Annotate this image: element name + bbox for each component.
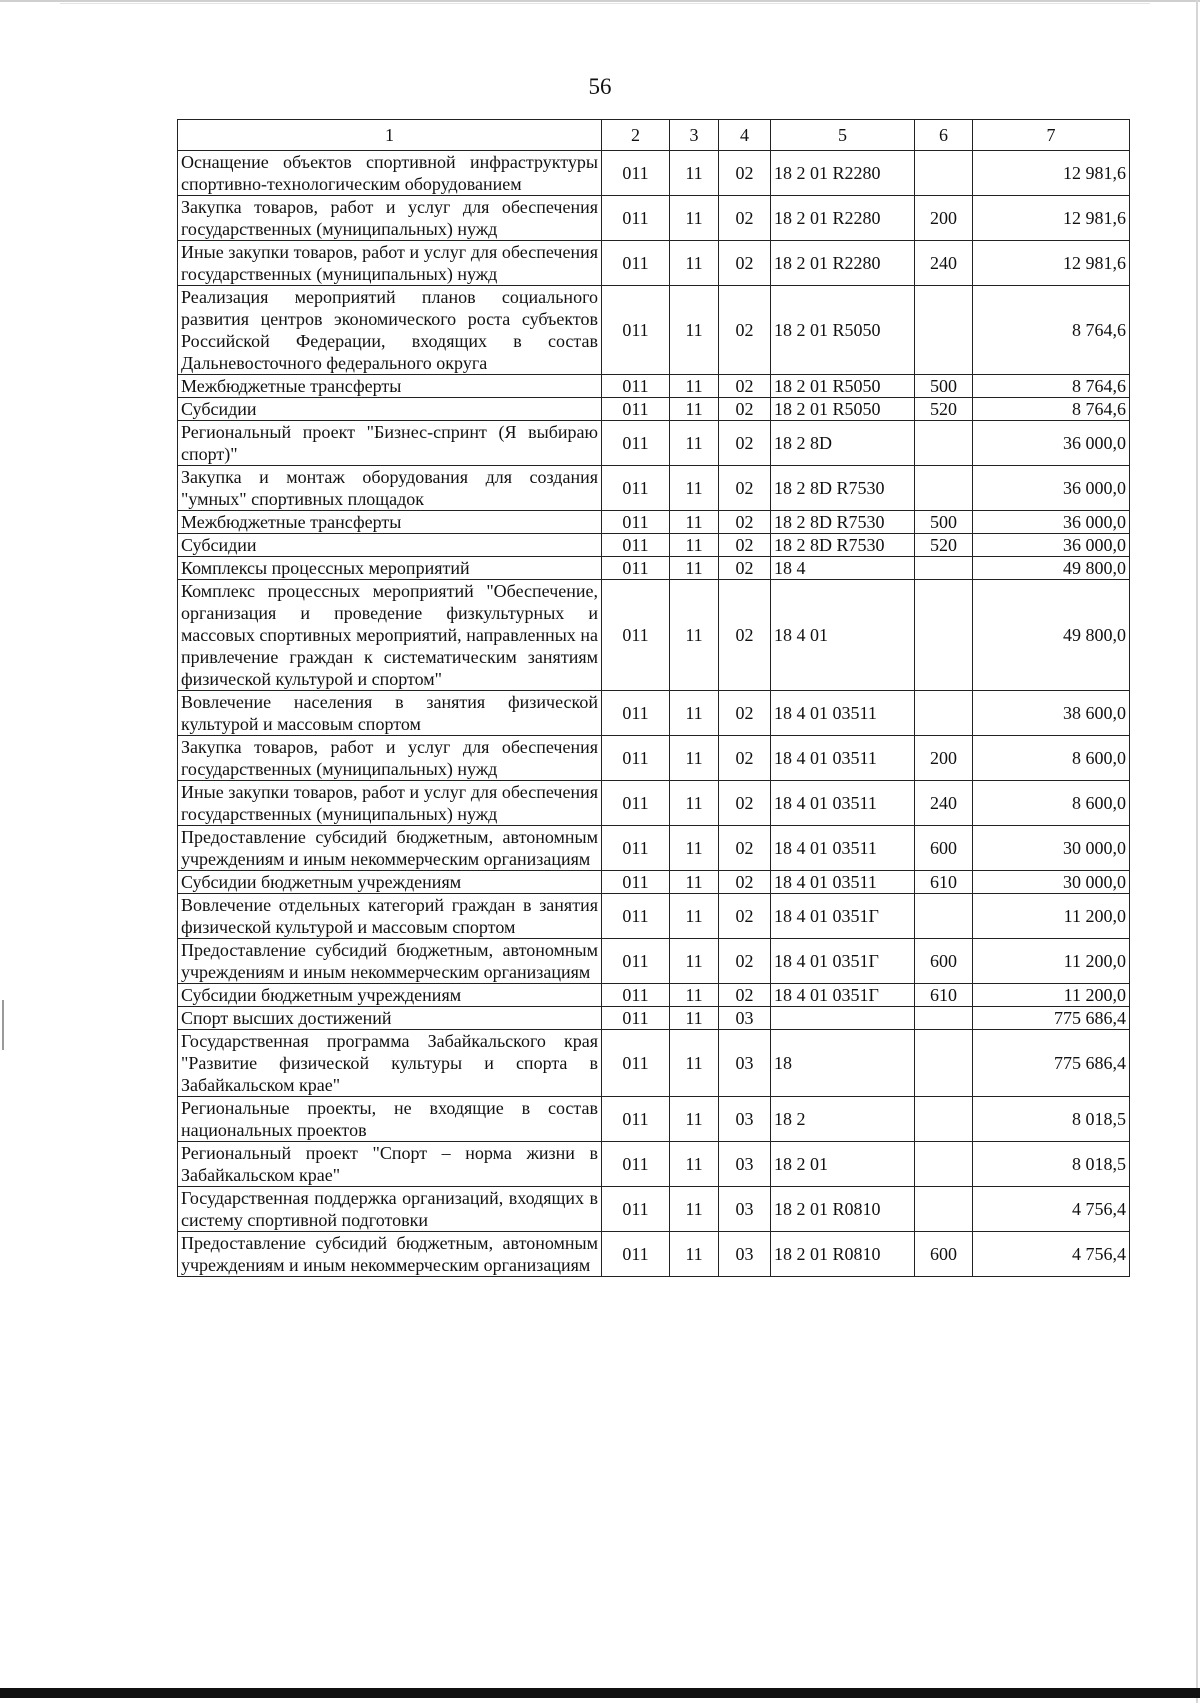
expense-type-cell (915, 1187, 973, 1232)
subsection-cell: 02 (719, 939, 771, 984)
row-name-cell: Предоставление субсидий бюджетным, автономным учреждениям и иным некоммерческим организациям (178, 1232, 602, 1277)
target-article-cell: 18 2 01 R2280 (771, 151, 915, 196)
amount-cell: 36 000,0 (973, 534, 1130, 557)
expense-type-cell (915, 580, 973, 691)
target-article-cell: 18 2 01 R0810 (771, 1232, 915, 1277)
section-cell: 11 (670, 580, 719, 691)
code-cell: 011 (602, 1030, 670, 1097)
table-row (178, 151, 1130, 196)
subsection-cell: 02 (719, 691, 771, 736)
section-cell: 11 (670, 466, 719, 511)
target-article-cell: 18 2 8D R7530 (771, 511, 915, 534)
table-row (178, 1187, 1130, 1232)
section-cell: 11 (670, 286, 719, 375)
scan-edge-bottom (0, 1688, 1200, 1698)
target-article-cell: 18 2 01 R5050 (771, 375, 915, 398)
row-name-cell: Спорт высших достижений (178, 1007, 602, 1030)
subsection-cell: 02 (719, 557, 771, 580)
subsection-cell: 02 (719, 534, 771, 557)
table-row (178, 1030, 1130, 1097)
scan-edge-top-inner (60, 3, 1150, 4)
expense-type-cell: 520 (915, 534, 973, 557)
amount-cell: 36 000,0 (973, 511, 1130, 534)
target-article-cell: 18 4 01 0351Г (771, 894, 915, 939)
section-cell: 11 (670, 736, 719, 781)
table-row (178, 1232, 1130, 1277)
row-name-cell: Оснащение объектов спортивной инфраструктуры спортивно-технологическим оборудованием (178, 151, 602, 196)
target-article-cell: 18 4 01 03511 (771, 736, 915, 781)
expense-type-cell: 600 (915, 1232, 973, 1277)
code-cell: 011 (602, 984, 670, 1007)
row-name-cell: Субсидии бюджетным учреждениям (178, 984, 602, 1007)
table-header-row (178, 120, 1130, 151)
amount-cell: 49 800,0 (973, 557, 1130, 580)
expense-type-cell: 500 (915, 511, 973, 534)
row-name-cell: Субсидии (178, 534, 602, 557)
section-cell: 11 (670, 781, 719, 826)
expense-type-cell: 600 (915, 939, 973, 984)
code-cell: 011 (602, 871, 670, 894)
expense-type-cell: 500 (915, 375, 973, 398)
target-article-cell: 18 4 01 (771, 580, 915, 691)
expense-type-cell (915, 894, 973, 939)
table-row (178, 241, 1130, 286)
section-cell: 11 (670, 984, 719, 1007)
section-cell: 11 (670, 398, 719, 421)
expense-type-cell: 200 (915, 196, 973, 241)
amount-cell: 8 018,5 (973, 1142, 1130, 1187)
row-name-cell: Государственная поддержка организаций, входящих в систему спортивной подготовки (178, 1187, 602, 1232)
code-cell: 011 (602, 421, 670, 466)
table-row (178, 557, 1130, 580)
code-cell: 011 (602, 736, 670, 781)
subsection-cell: 02 (719, 984, 771, 1007)
expense-type-cell (915, 1007, 973, 1030)
section-cell: 11 (670, 151, 719, 196)
row-name-cell: Предоставление субсидий бюджетным, автономным учреждениям и иным некоммерческим организациям (178, 826, 602, 871)
row-name-cell: Вовлечение отдельных категорий граждан в занятия физической культурой и массовым спортом (178, 894, 602, 939)
code-cell: 011 (602, 580, 670, 691)
section-cell: 11 (670, 1142, 719, 1187)
row-name-cell: Субсидии бюджетным учреждениям (178, 871, 602, 894)
section-cell: 11 (670, 196, 719, 241)
code-cell: 011 (602, 466, 670, 511)
subsection-cell: 02 (719, 398, 771, 421)
code-cell: 011 (602, 894, 670, 939)
table-row (178, 421, 1130, 466)
table-row (178, 580, 1130, 691)
expense-type-cell: 520 (915, 398, 973, 421)
column-header-3: 3 (670, 120, 719, 151)
target-article-cell: 18 2 (771, 1097, 915, 1142)
subsection-cell: 02 (719, 871, 771, 894)
amount-cell: 775 686,4 (973, 1007, 1130, 1030)
expense-type-cell (915, 691, 973, 736)
scan-edge-right (1196, 0, 1198, 1703)
code-cell: 011 (602, 151, 670, 196)
target-article-cell: 18 (771, 1030, 915, 1097)
expense-type-cell: 600 (915, 826, 973, 871)
subsection-cell: 02 (719, 241, 771, 286)
subsection-cell: 02 (719, 196, 771, 241)
amount-cell: 36 000,0 (973, 421, 1130, 466)
target-article-cell (771, 1007, 915, 1030)
amount-cell: 49 800,0 (973, 580, 1130, 691)
code-cell: 011 (602, 1187, 670, 1232)
expense-type-cell: 240 (915, 241, 973, 286)
amount-cell: 30 000,0 (973, 871, 1130, 894)
amount-cell: 12 981,6 (973, 196, 1130, 241)
column-header-1: 1 (178, 120, 602, 151)
section-cell: 11 (670, 1097, 719, 1142)
table-row (178, 196, 1130, 241)
target-article-cell: 18 4 01 0351Г (771, 939, 915, 984)
subsection-cell: 02 (719, 580, 771, 691)
subsection-cell: 03 (719, 1187, 771, 1232)
budget-table (177, 119, 1130, 1277)
table-row (178, 466, 1130, 511)
amount-cell: 11 200,0 (973, 939, 1130, 984)
section-cell: 11 (670, 1030, 719, 1097)
section-cell: 11 (670, 826, 719, 871)
column-header-5: 5 (771, 120, 915, 151)
row-name-cell: Комплексы процессных мероприятий (178, 557, 602, 580)
expense-type-cell (915, 421, 973, 466)
table-row (178, 736, 1130, 781)
expense-type-cell: 240 (915, 781, 973, 826)
row-name-cell: Иные закупки товаров, работ и услуг для обеспечения государственных (муниципальных) нужд (178, 241, 602, 286)
code-cell: 011 (602, 1097, 670, 1142)
table-row (178, 534, 1130, 557)
page-number: 56 (588, 74, 612, 99)
amount-cell: 4 756,4 (973, 1232, 1130, 1277)
row-name-cell: Вовлечение населения в занятия физической культурой и массовым спортом (178, 691, 602, 736)
row-name-cell: Предоставление субсидий бюджетным, автономным учреждениям и иным некоммерческим организациям (178, 939, 602, 984)
column-header-6: 6 (915, 120, 973, 151)
expense-type-cell (915, 286, 973, 375)
code-cell: 011 (602, 196, 670, 241)
table-row (178, 826, 1130, 871)
row-name-cell: Иные закупки товаров, работ и услуг для обеспечения государственных (муниципальных) нужд (178, 781, 602, 826)
section-cell: 11 (670, 894, 719, 939)
section-cell: 11 (670, 375, 719, 398)
table-row (178, 894, 1130, 939)
target-article-cell: 18 4 01 03511 (771, 691, 915, 736)
expense-type-cell (915, 1097, 973, 1142)
table-row (178, 375, 1130, 398)
expense-type-cell: 610 (915, 871, 973, 894)
code-cell: 011 (602, 557, 670, 580)
target-article-cell: 18 4 01 03511 (771, 826, 915, 871)
target-article-cell: 18 2 8D R7530 (771, 534, 915, 557)
target-article-cell: 18 2 01 R2280 (771, 241, 915, 286)
subsection-cell: 03 (719, 1232, 771, 1277)
code-cell: 011 (602, 939, 670, 984)
table-body (178, 151, 1130, 1277)
amount-cell: 12 981,6 (973, 241, 1130, 286)
row-name-cell: Региональные проекты, не входящие в состав национальных проектов (178, 1097, 602, 1142)
amount-cell: 4 756,4 (973, 1187, 1130, 1232)
row-name-cell: Государственная программа Забайкальского края "Развитие физической культуры и спорта в Забайкальском крае" (178, 1030, 602, 1097)
row-name-cell: Закупка и монтаж оборудования для создания "умных" спортивных площадок (178, 466, 602, 511)
table-row (178, 286, 1130, 375)
section-cell: 11 (670, 1007, 719, 1030)
amount-cell: 12 981,6 (973, 151, 1130, 196)
row-name-cell: Межбюджетные трансферты (178, 375, 602, 398)
section-cell: 11 (670, 557, 719, 580)
target-article-cell: 18 4 01 03511 (771, 871, 915, 894)
subsection-cell: 02 (719, 894, 771, 939)
code-cell: 011 (602, 691, 670, 736)
amount-cell: 8 764,6 (973, 286, 1130, 375)
table-row (178, 1097, 1130, 1142)
subsection-cell: 02 (719, 286, 771, 375)
amount-cell: 38 600,0 (973, 691, 1130, 736)
section-cell: 11 (670, 691, 719, 736)
row-name-cell: Субсидии (178, 398, 602, 421)
table-row (178, 511, 1130, 534)
section-cell: 11 (670, 1232, 719, 1277)
target-article-cell: 18 2 8D R7530 (771, 466, 915, 511)
scan-edge-top (0, 0, 1200, 2)
table-row (178, 984, 1130, 1007)
subsection-cell: 02 (719, 781, 771, 826)
amount-cell: 8 018,5 (973, 1097, 1130, 1142)
expense-type-cell: 610 (915, 984, 973, 1007)
row-name-cell: Межбюджетные трансферты (178, 511, 602, 534)
subsection-cell: 02 (719, 421, 771, 466)
code-cell: 011 (602, 1007, 670, 1030)
expense-type-cell (915, 466, 973, 511)
row-name-cell: Комплекс процессных мероприятий "Обеспечение, организация и проведение физкультурных и массовых спортивных мероприятий, направленных на привлечение граждан к систематическим занятиям физической культурой и спортом" (178, 580, 602, 691)
expense-type-cell (915, 557, 973, 580)
section-cell: 11 (670, 871, 719, 894)
scan-edge-left-mark (2, 1000, 4, 1050)
amount-cell: 11 200,0 (973, 984, 1130, 1007)
subsection-cell: 03 (719, 1142, 771, 1187)
table-row (178, 1007, 1130, 1030)
code-cell: 011 (602, 826, 670, 871)
subsection-cell: 02 (719, 375, 771, 398)
code-cell: 011 (602, 534, 670, 557)
code-cell: 011 (602, 286, 670, 375)
subsection-cell: 02 (719, 826, 771, 871)
section-cell: 11 (670, 241, 719, 286)
amount-cell: 8 764,6 (973, 375, 1130, 398)
section-cell: 11 (670, 534, 719, 557)
expense-type-cell: 200 (915, 736, 973, 781)
amount-cell: 8 600,0 (973, 736, 1130, 781)
amount-cell: 8 600,0 (973, 781, 1130, 826)
amount-cell: 775 686,4 (973, 1030, 1130, 1097)
table-row (178, 398, 1130, 421)
column-header-2: 2 (602, 120, 670, 151)
expense-type-cell (915, 1030, 973, 1097)
row-name-cell: Региональный проект "Спорт – норма жизни в Забайкальском крае" (178, 1142, 602, 1187)
table-row (178, 1142, 1130, 1187)
table-row (178, 691, 1130, 736)
row-name-cell: Закупка товаров, работ и услуг для обеспечения государственных (муниципальных) нужд (178, 196, 602, 241)
subsection-cell: 02 (719, 151, 771, 196)
target-article-cell: 18 4 01 03511 (771, 781, 915, 826)
target-article-cell: 18 2 01 R5050 (771, 286, 915, 375)
column-header-4: 4 (719, 120, 771, 151)
table-row (178, 781, 1130, 826)
target-article-cell: 18 2 01 R0810 (771, 1187, 915, 1232)
row-name-cell: Реализация мероприятий планов социального развития центров экономического роста субъектов Российской Федерации, входящих в состав Дальневосточного федерального округа (178, 286, 602, 375)
subsection-cell: 02 (719, 736, 771, 781)
table-row (178, 939, 1130, 984)
amount-cell: 30 000,0 (973, 826, 1130, 871)
target-article-cell: 18 2 01 (771, 1142, 915, 1187)
expense-type-cell (915, 151, 973, 196)
target-article-cell: 18 2 01 R5050 (771, 398, 915, 421)
amount-cell: 11 200,0 (973, 894, 1130, 939)
target-article-cell: 18 4 01 0351Г (771, 984, 915, 1007)
amount-cell: 8 764,6 (973, 398, 1130, 421)
code-cell: 011 (602, 511, 670, 534)
column-header-7: 7 (973, 120, 1130, 151)
subsection-cell: 03 (719, 1007, 771, 1030)
section-cell: 11 (670, 421, 719, 466)
code-cell: 011 (602, 1142, 670, 1187)
code-cell: 011 (602, 781, 670, 826)
amount-cell: 36 000,0 (973, 466, 1130, 511)
target-article-cell: 18 2 01 R2280 (771, 196, 915, 241)
table-row (178, 871, 1130, 894)
row-name-cell: Закупка товаров, работ и услуг для обеспечения государственных (муниципальных) нужд (178, 736, 602, 781)
subsection-cell: 03 (719, 1030, 771, 1097)
section-cell: 11 (670, 939, 719, 984)
code-cell: 011 (602, 1232, 670, 1277)
code-cell: 011 (602, 398, 670, 421)
subsection-cell: 03 (719, 1097, 771, 1142)
subsection-cell: 02 (719, 511, 771, 534)
code-cell: 011 (602, 241, 670, 286)
target-article-cell: 18 2 8D (771, 421, 915, 466)
row-name-cell: Региональный проект "Бизнес-спринт (Я выбираю спорт)" (178, 421, 602, 466)
section-cell: 11 (670, 1187, 719, 1232)
subsection-cell: 02 (719, 466, 771, 511)
section-cell: 11 (670, 511, 719, 534)
code-cell: 011 (602, 375, 670, 398)
expense-type-cell (915, 1142, 973, 1187)
target-article-cell: 18 4 (771, 557, 915, 580)
